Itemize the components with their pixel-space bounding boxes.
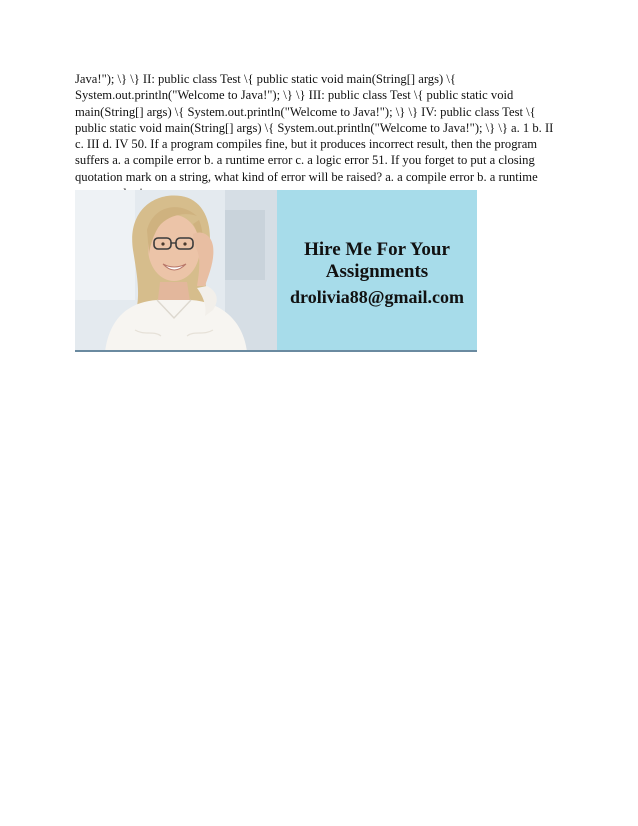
ad-text-panel[interactable] [277, 190, 477, 352]
woman-portrait-illustration [75, 190, 277, 352]
ad-email-link[interactable]: drolivia88@gmail.com [290, 287, 464, 307]
ad-headline: Hire Me For Your Assignments [304, 239, 450, 282]
ad-photo [75, 190, 277, 352]
ad-banner[interactable] [75, 190, 477, 352]
document-body-text: Java!"); \} \} II: public class Test \{ public static void main(String[] args) \{ System.out.println("Welcome to Java!"); \} \} III: public class Test \{ public static void main(String[] args) \{ System.out.println("Welcome to Java!"); \} \} IV: public class Test \{ public static void main(String[] args) \{ System.out.println("Welcome to Java!"); \} \} a. 1 b. II c. III d. IV 50. If a program compiles fine, but it produces incorrect result, then the program suffers a. a compile error b. a runtime error c. a logic error 51. If you forget to put a closing quotation mark on a string, what kind of error will be raised? a. a compile error b. a runtime [75, 72, 554, 184]
ad-bottom-divider [75, 350, 477, 352]
